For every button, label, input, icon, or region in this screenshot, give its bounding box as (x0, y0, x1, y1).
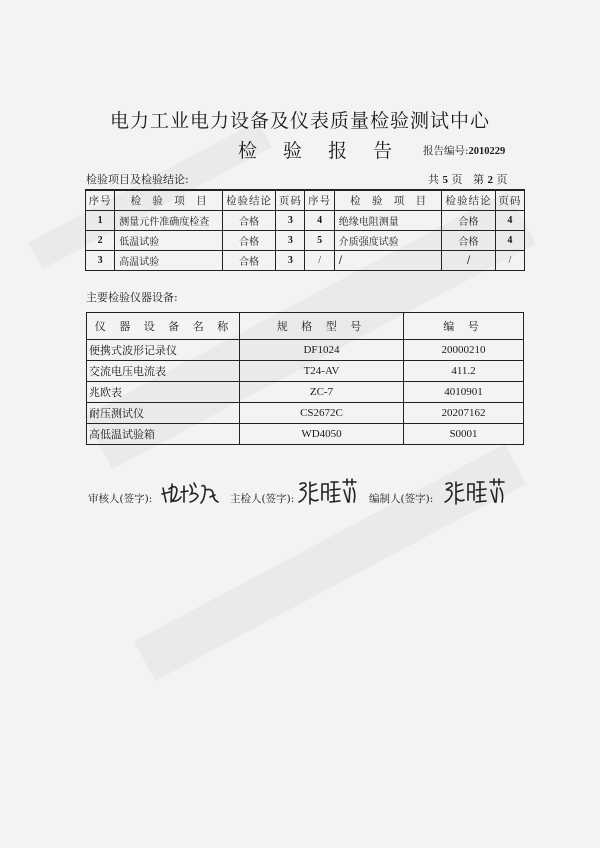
col-header: 检验结论 (222, 190, 275, 211)
cell-page: 3 (276, 231, 305, 251)
cell-number: 20000210 (404, 340, 524, 361)
equipment-table (86, 312, 524, 445)
table-row (86, 251, 525, 271)
table-row (86, 231, 525, 251)
equipment-section-label: 主要检验仪器设备: (86, 291, 178, 304)
cell-item: / (334, 251, 442, 271)
cell-result: 合格 (222, 251, 275, 271)
cell-no: / (305, 251, 334, 271)
cell-no: 1 (86, 211, 115, 231)
reviewer-label: 审核人(签字): (88, 493, 153, 505)
cell-number: 411.2 (404, 361, 524, 382)
report-title: 检 验 报 告 (238, 140, 403, 162)
table-row (87, 340, 524, 361)
col-header: 序号 (305, 190, 334, 211)
pages-current-prefix: 第 (473, 173, 484, 186)
pages-total-prefix: 共 (428, 173, 439, 186)
cell-number: 20207162 (404, 403, 524, 424)
cell-item: 高温试验 (115, 251, 223, 271)
cell-result: 合格 (442, 211, 495, 231)
report-number (423, 143, 505, 158)
cell-result: 合格 (222, 231, 275, 251)
cell-no: 5 (305, 231, 334, 251)
report-number-label: 报告编号: (423, 145, 469, 157)
pages-current-suffix: 页 (496, 173, 508, 186)
cell-name: 高低温试验箱 (87, 424, 240, 445)
cell-name: 兆欧表 (87, 382, 240, 403)
table-row (86, 211, 525, 231)
table-row (87, 403, 524, 424)
cell-item: 绝缘电阻测量 (334, 211, 442, 231)
inspection-header-row (86, 190, 525, 211)
cell-page: 3 (276, 251, 305, 271)
cell-result: / (442, 251, 495, 271)
cell-page: / (495, 251, 524, 271)
cell-item: 测量元件准确度检查 (115, 211, 223, 231)
cell-result: 合格 (222, 211, 275, 231)
cell-model: CS2672C (240, 403, 404, 424)
inspection-section-label: 检验项目及检验结论: (86, 173, 189, 186)
col-header: 检 验 项 目 (115, 190, 223, 211)
page-indicator (428, 171, 508, 187)
cell-model: DF1024 (240, 340, 404, 361)
preparer-signature (442, 476, 508, 508)
cell-no: 2 (86, 231, 115, 251)
cell-model: WD4050 (240, 424, 404, 445)
organization-title: 电力工业电力设备及仪表质量检验测试中心 (109, 110, 490, 132)
cell-number: S0001 (404, 424, 524, 445)
cell-item: 低温试验 (115, 231, 223, 251)
cell-page: 4 (495, 231, 524, 251)
reviewer-signature (160, 480, 222, 506)
chief-inspector-label: 主检人(签字): (230, 493, 295, 505)
col-header: 编 号 (404, 313, 524, 340)
cell-page: 3 (276, 211, 305, 231)
table-row (87, 424, 524, 445)
cell-no: 3 (86, 251, 115, 271)
col-header: 规 格 型 号 (240, 313, 404, 340)
pages-total-suffix: 页 (451, 173, 463, 186)
col-header: 检 验 项 目 (334, 190, 442, 211)
col-header: 仪 器 设 备 名 称 (87, 313, 240, 340)
col-header: 页码 (495, 190, 524, 211)
report-number-value: 2010229 (468, 146, 506, 157)
cell-name: 便携式波形记录仪 (87, 340, 240, 361)
inspection-table (85, 189, 525, 271)
cell-item: 介质强度试验 (334, 231, 442, 251)
cell-number: 4010901 (404, 382, 524, 403)
pages-current: 2 (487, 174, 493, 186)
cell-name: 交流电压电流表 (87, 361, 240, 382)
cell-model: ZC-7 (240, 382, 404, 403)
chief-inspector-signature (296, 476, 360, 508)
pages-total: 5 (442, 174, 448, 186)
preparer-label: 编制人(签字): (369, 493, 434, 505)
cell-model: T24-AV (240, 361, 404, 382)
cell-no: 4 (305, 211, 334, 231)
equipment-header-row (87, 313, 524, 340)
table-row (87, 382, 524, 403)
table-row (87, 361, 524, 382)
col-header: 序号 (86, 190, 115, 211)
col-header: 页码 (276, 190, 305, 211)
col-header: 检验结论 (442, 190, 495, 211)
cell-page: 4 (495, 211, 524, 231)
cell-name: 耐压测试仪 (87, 403, 240, 424)
cell-result: 合格 (442, 231, 495, 251)
